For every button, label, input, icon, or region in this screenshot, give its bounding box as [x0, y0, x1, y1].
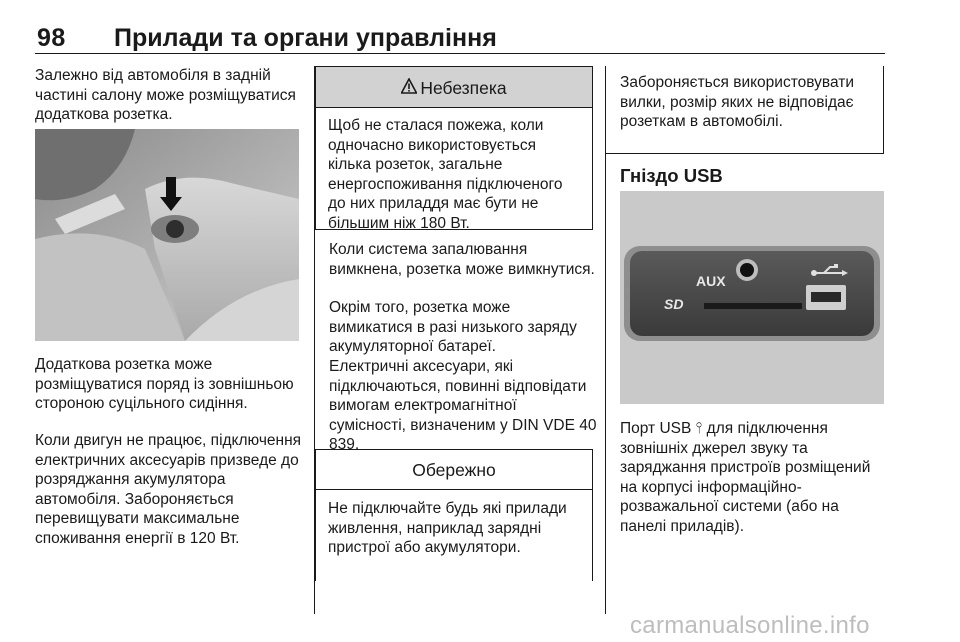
plug-warning-box: [606, 66, 884, 154]
danger-box-title: Небезпека: [420, 77, 507, 98]
header-rule: [35, 53, 885, 54]
caution-box-title: Обережно: [316, 450, 592, 490]
ignition-paragraph: Коли система запалювання вимкнена, розетка може вимкнутися.: [329, 241, 595, 278]
caution-box-text: Не підключайте будь які прилади живлення, наприклад зарядні пристрої або акумулятори.: [328, 500, 567, 556]
watermark: carmanualsonline.info: [630, 612, 870, 639]
usb-panel-illustration: [620, 191, 884, 404]
rear-socket-illustration: [35, 129, 299, 341]
page-number: 98: [37, 24, 66, 52]
emc-paragraph: Електричні аксесуари, які підключаються, повинні відповідати вимогам електромагнітної сумісності, визначеним у DIN VDE 40 839.: [329, 358, 597, 453]
caution-box: [315, 449, 593, 581]
rear-socket-photo: [35, 129, 299, 341]
sd-label: SD: [664, 296, 684, 312]
photo-caption: Додаткова розетка може розміщуватися поряд із зовнішньою стороною суцільного сидіння.: [35, 356, 294, 412]
plug-warning-text: Забороняється використовувати вилки, розмір яких не відповідає розеткам в автомобілі.: [620, 74, 854, 130]
danger-box-text: Щоб не сталася пожежа, коли одночасно використовується кілька розеток, загальне енергоспоживання підключеного до них приладдя має бути не більшим ніж 180 Вт.: [328, 117, 563, 232]
low-battery-paragraph: Окрім того, розетка може вимикатися в разі низького заряду акумуляторної батареї.: [329, 299, 577, 355]
page-title: Прилади та органи управління: [114, 24, 497, 52]
usb-panel-photo: [620, 191, 884, 404]
aux-label: AUX: [696, 273, 726, 289]
warning-triangle-icon: [401, 68, 417, 109]
usb-paragraph: Порт USB ⫯ для підключення зовнішніх джерел звуку та заряджання пристроїв розміщений на корпусі інформаційно-розважальної системи (або на панелі приладів).: [620, 420, 871, 535]
power-warning-paragraph: Коли двигун не працює, підключення електричних аксесуарів призведе до розряджання акумулятора автомобіля. Забороняється перевищувати максимальне споживання енергії в 120 Вт.: [35, 432, 302, 547]
danger-box: [315, 66, 593, 230]
danger-box-header: [316, 67, 592, 108]
intro-paragraph: Залежно від автомобіля в задній частині салону може розміщуватися додаткова розетка.: [35, 67, 296, 123]
usb-heading: Гніздо USB: [620, 165, 723, 186]
